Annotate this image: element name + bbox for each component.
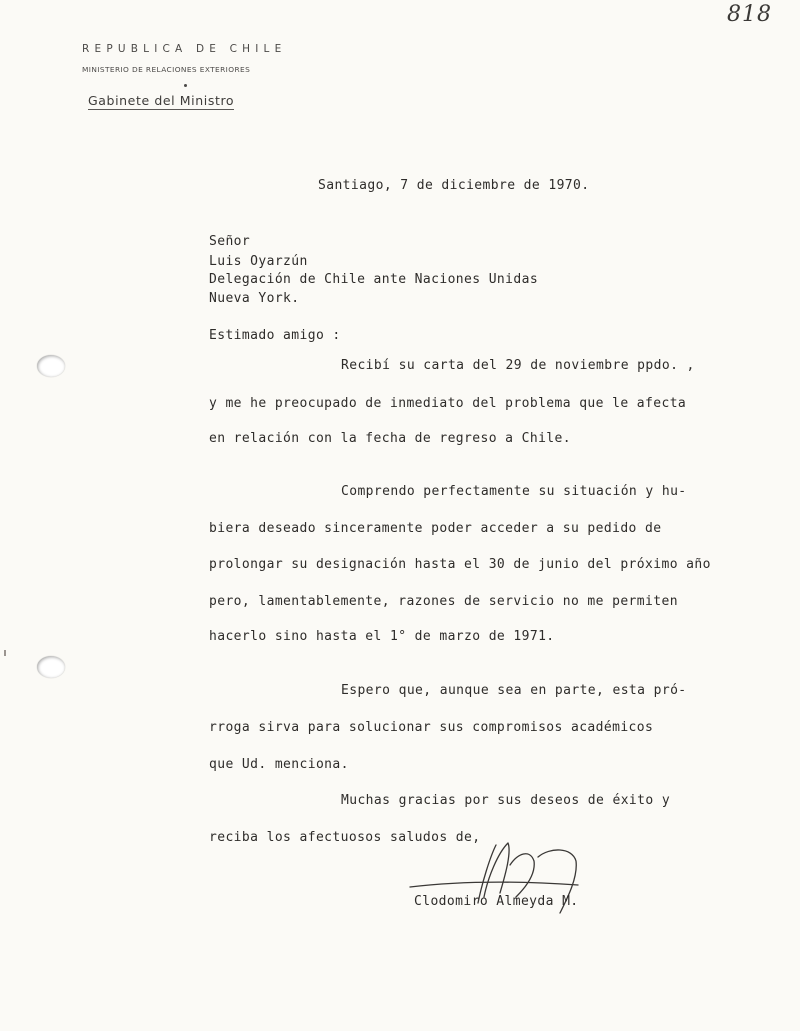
recipient-name: Luis Oyarzún bbox=[209, 254, 308, 269]
body-line: rroga sirva para solucionar sus compromisos académicos bbox=[209, 720, 654, 735]
letter-date: Santiago, 7 de diciembre de 1970. bbox=[318, 178, 590, 193]
punch-hole bbox=[37, 656, 65, 678]
signatory-name: Clodomiro Almeyda M. bbox=[414, 894, 579, 909]
body-line: hacerlo sino hasta el 1° de marzo de 1971. bbox=[209, 629, 555, 644]
body-line: biera deseado sinceramente poder acceder a su pedido de bbox=[209, 521, 662, 536]
body-line: Recibí su carta del 29 de noviembre ppdo. , bbox=[341, 358, 695, 373]
body-line: Comprendo perfectamente su situación y hu- bbox=[341, 484, 687, 499]
recipient-title: Señor bbox=[209, 234, 251, 249]
archive-number: 818 bbox=[727, 2, 772, 27]
letterhead-cabinet: Gabinete del Ministro bbox=[88, 93, 235, 108]
letterhead-ministry: MINISTERIO DE RELACIONES EXTERIORES bbox=[82, 65, 251, 74]
letterhead-dot bbox=[184, 84, 187, 87]
body-line: en relación con la fecha de regreso a Chile. bbox=[209, 431, 571, 446]
recipient-org: Delegación de Chile ante Naciones Unidas bbox=[209, 272, 539, 287]
recipient-city: Nueva York. bbox=[209, 291, 300, 306]
punch-hole bbox=[37, 355, 65, 377]
body-line: Espero que, aunque sea en parte, esta pró- bbox=[341, 683, 687, 698]
body-line: Muchas gracias por sus deseos de éxito y bbox=[341, 793, 671, 808]
body-line: que Ud. menciona. bbox=[209, 757, 349, 772]
body-line: prolongar su designación hasta el 30 de junio del próximo año bbox=[209, 557, 711, 572]
letterhead-country: REPUBLICA DE CHILE bbox=[82, 43, 287, 55]
margin-mark bbox=[4, 650, 6, 656]
body-line: pero, lamentablemente, razones de servicio no me permiten bbox=[209, 594, 678, 609]
body-line: reciba los afectuosos saludos de, bbox=[209, 830, 481, 845]
body-line: y me he preocupado de inmediato del problema que le afecta bbox=[209, 396, 687, 411]
salutation: Estimado amigo : bbox=[209, 328, 341, 343]
